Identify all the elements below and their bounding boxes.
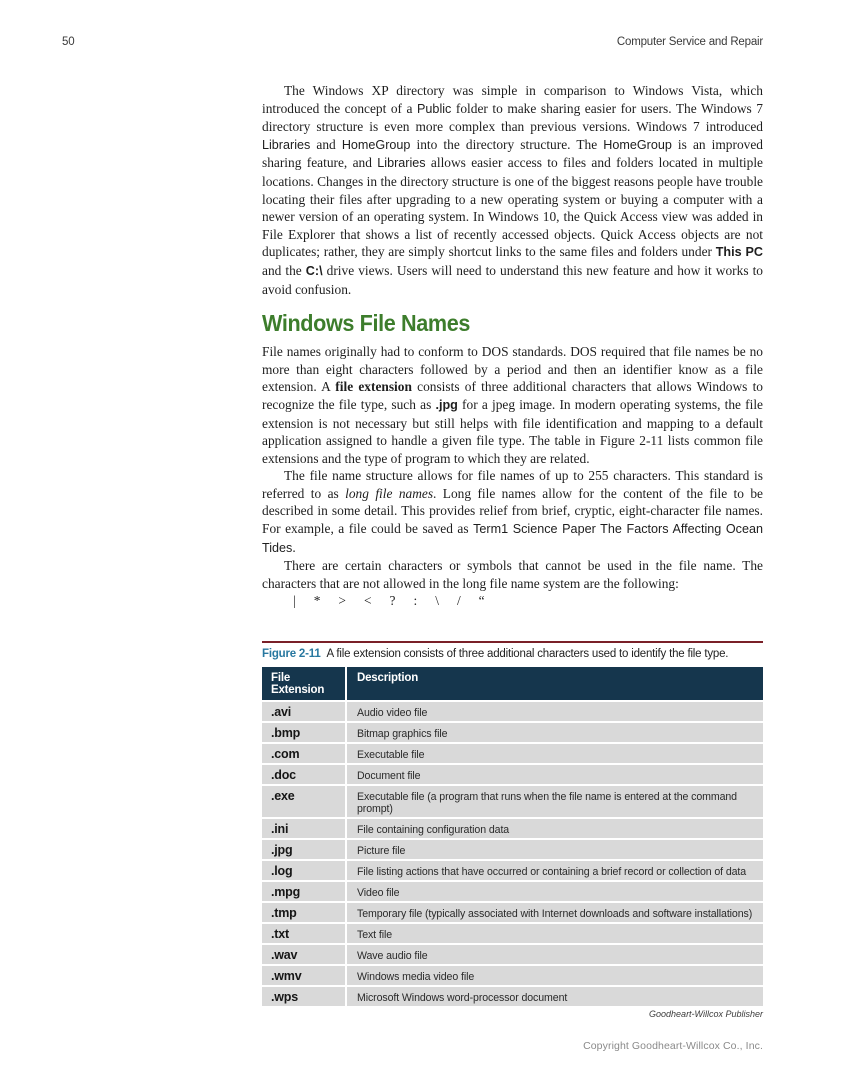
- text-segment: HomeGroup: [341, 137, 411, 152]
- file-extension-cell: .doc: [262, 765, 345, 784]
- text-segment: allows easier access to files and folders located in multiple locations. Changes in the directory structure is one of the biggest reasons people have trouble locating their files after upgrading to a new operating system or buying a computer with a newer version of an operating system. In Windows 10, the Quick Access view was added in File Explorer that shows a list of recently accessed objects. Quick Access objects are not duplicates; rather, they are simply shortcut links to the same files and folders under: [262, 155, 763, 260]
- table-row: [262, 744, 763, 763]
- table-row: [262, 987, 763, 1006]
- section-heading-windows-file-names: Windows File Names: [262, 310, 471, 337]
- table-row: [262, 819, 763, 838]
- paragraph-long-file-names: [262, 467, 763, 557]
- file-extension-cell: .wps: [262, 987, 345, 1006]
- file-extension-cell: .wav: [262, 945, 345, 964]
- description-cell: Temporary file (typically associated with Internet downloads and software installations): [347, 903, 763, 922]
- text-segment: . Long file names allow for the content of the file to be described in some detail. This provides relief from brief, cryptic, eight-character file names. For example, a file could be saved as: [262, 485, 763, 537]
- text-segment: and the: [262, 262, 306, 278]
- text-segment: .jpg: [435, 397, 458, 412]
- publisher-credit: Goodheart-Willcox Publisher: [649, 1009, 763, 1019]
- running-title: Computer Service and Repair: [616, 36, 763, 48]
- table-row: [262, 765, 763, 784]
- text-segment: file extension: [335, 379, 412, 395]
- text-segment: and: [310, 136, 342, 152]
- forbidden-char: :: [413, 593, 418, 609]
- text-segment: The Windows XP directory was simple in comparison to Windows Vista, which introduced the concept of a: [262, 83, 763, 116]
- figure-caption-text: A file extension consists of three additional characters used to identify the file type.: [326, 648, 729, 660]
- table-row: [262, 966, 763, 985]
- description-cell: Text file: [347, 924, 763, 943]
- text-segment: .: [292, 539, 296, 555]
- file-extension-cell: .exe: [262, 786, 345, 817]
- text-segment: is an improved sharing feature, and: [262, 136, 763, 171]
- forbidden-char: ?: [389, 593, 396, 609]
- description-cell: Bitmap graphics file: [347, 723, 763, 742]
- description-cell: Document file: [347, 765, 763, 784]
- table-row: [262, 723, 763, 742]
- copyright-notice: Copyright Goodheart-Willcox Co., Inc.: [583, 1040, 763, 1052]
- text-segment: File names originally had to conform to DOS standards. DOS required that file names be no more than eight characters followed by a period and then an identifier know as a file extension. A: [262, 344, 763, 395]
- description-cell: File listing actions that have occurred or containing a brief record or collection of data: [347, 861, 763, 880]
- forbidden-char: “: [478, 593, 485, 609]
- description-cell: Picture file: [347, 840, 763, 859]
- table-row: [262, 903, 763, 922]
- description-cell: Windows media video file: [347, 966, 763, 985]
- table-body: [262, 702, 763, 1006]
- column-header-description: Description: [347, 667, 763, 700]
- text-segment: There are certain characters or symbols that cannot be used in the file name. The characters that are not allowed in the long file name system are the following:: [262, 558, 763, 591]
- figure-label: Figure 2-11: [262, 648, 321, 660]
- description-cell: Wave audio file: [347, 945, 763, 964]
- description-cell: Executable file: [347, 744, 763, 763]
- paragraph-file-extension: [262, 343, 763, 467]
- forbidden-characters-line: [262, 592, 763, 610]
- forbidden-char: /: [456, 593, 461, 609]
- text-segment: The file name structure allows for file names of up to 255 characters. This standard is referred to as: [262, 468, 763, 501]
- file-extension-cell: .jpg: [262, 840, 345, 859]
- text-segment: into the directory structure. The: [410, 136, 604, 152]
- main-text-column: [262, 82, 763, 610]
- paragraph-forbidden-characters: [262, 557, 763, 592]
- file-extension-cell: .avi: [262, 702, 345, 721]
- text-segment: drive views. Users will need to understand this new feature and how it works to avoid confusion.: [262, 262, 763, 297]
- text-segment: Libraries: [377, 156, 426, 171]
- page-number: 50: [62, 36, 75, 48]
- text-segment: folder to make sharing easier for users. The Windows 7 directory structure is even more complex than previous versions. Windows 7 introduced: [262, 100, 763, 135]
- text-segment: for a jpeg image. In modern operating systems, the file extension is not necessary but still helps with file identification and mapping to a default application assigned to handle a given file type. The table in Figure 2-11 lists common file extensions and the type of program to which they are related.: [262, 396, 763, 466]
- file-extension-cell: .mpg: [262, 882, 345, 901]
- forbidden-char: \: [435, 593, 439, 609]
- text-segment: Public: [417, 101, 452, 116]
- table-row: [262, 882, 763, 901]
- description-cell: Executable file (a program that runs when the file name is entered at the command prompt): [347, 786, 763, 817]
- file-extension-cell: .ini: [262, 819, 345, 838]
- table-header-row: [262, 667, 763, 700]
- text-segment: Term1 Science Paper The Factors Affecting Ocean Tides: [262, 522, 763, 555]
- forbidden-char: |: [293, 593, 296, 609]
- file-extension-cell: .wmv: [262, 966, 345, 985]
- page-header: [62, 36, 763, 48]
- figure-2-11: [262, 641, 763, 1019]
- column-header-file-extension: File Extension: [262, 667, 345, 700]
- forbidden-char: *: [313, 593, 321, 609]
- table-row: [262, 924, 763, 943]
- text-segment: C:\: [305, 263, 323, 278]
- figure-caption: [262, 648, 763, 660]
- paragraph-windows-directory: [262, 82, 763, 298]
- description-cell: Video file: [347, 882, 763, 901]
- table-row: [262, 786, 763, 817]
- file-extension-table: [262, 667, 763, 1006]
- description-cell: Audio video file: [347, 702, 763, 721]
- table-row: [262, 861, 763, 880]
- text-segment: long file names: [345, 485, 434, 501]
- text-segment: consists of three additional characters that allows Windows to recognize the file type, such as: [262, 379, 763, 412]
- text-segment: HomeGroup: [603, 137, 672, 152]
- text-segment: Libraries: [262, 137, 311, 152]
- table-row: [262, 945, 763, 964]
- file-extension-cell: .log: [262, 861, 345, 880]
- file-extension-cell: .bmp: [262, 723, 345, 742]
- file-extension-cell: .tmp: [262, 903, 345, 922]
- description-cell: File containing configuration data: [347, 819, 763, 838]
- file-extension-cell: .com: [262, 744, 345, 763]
- forbidden-char: <: [363, 593, 372, 609]
- text-segment: This PC: [715, 245, 763, 260]
- file-extension-cell: .txt: [262, 924, 345, 943]
- forbidden-char: >: [338, 593, 346, 609]
- description-cell: Microsoft Windows word-processor document: [347, 987, 763, 1006]
- table-row: [262, 840, 763, 859]
- figure-top-rule: [262, 641, 763, 643]
- table-row: [262, 702, 763, 721]
